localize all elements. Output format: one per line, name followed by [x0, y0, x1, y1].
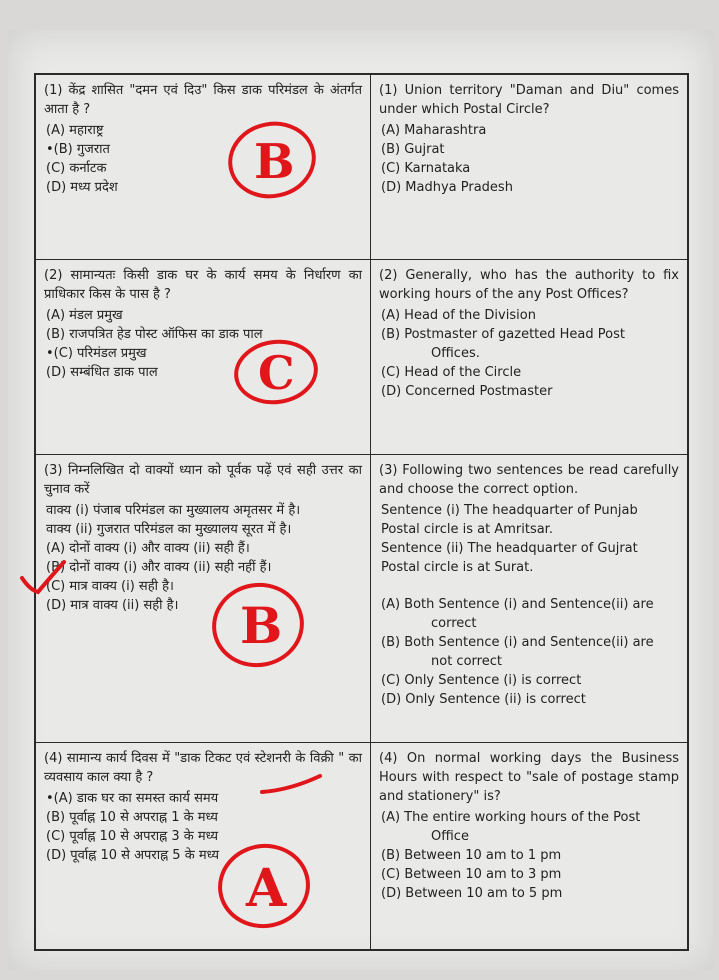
- q2-english-option-a: (A) Head of the Division: [381, 308, 536, 323]
- q2-hindi-question: (2) सामान्यतः किसी डाक घर के कार्य समय के निर्धारण का प्राधिकार किस के पास है ?: [44, 268, 362, 302]
- q2-english-option-c: (C) Head of the Circle: [381, 365, 522, 380]
- q3-hindi-statement-1: वाक्य (i) पंजाब परिमंडल का मुख्यालय अमृतसर में है।: [46, 503, 301, 518]
- q1-english-question: (1) Union territory "Daman and Diu" comes under which Postal Circle?: [379, 83, 679, 117]
- q4-hindi-question: (4) सामान्य कार्य दिवस में "डाक टिकट एवं स्टेशनरी के विक्री " का व्यवसाय काल क्या है ?: [44, 751, 362, 785]
- q3-hindi-question: (3) निम्नलिखित दो वाक्यों ध्यान को पूर्वक पढ़ें एवं सही उत्तर का चुनाव करें: [44, 463, 362, 497]
- q4-hindi-option-c: (C) पूर्वाह्न 10 से अपराह्न 3 के मध्य: [46, 829, 219, 844]
- q1-english-cell: [371, 75, 687, 260]
- question-table: [34, 73, 689, 951]
- q3-english-option-d: (D) Only Sentence (ii) is correct: [381, 692, 586, 707]
- q4-english-cell: [371, 743, 687, 949]
- q4-hindi-option-d: (D) पूर्वाह्न 10 से अपराह्न 5 के मध्य: [46, 848, 220, 863]
- q1-hindi-option-a: (A) महाराष्ट्र: [46, 123, 104, 138]
- q4-hindi-option-a: •(A) डाक घर का समस्त कार्य समय: [46, 791, 219, 806]
- q4-english-option-d: (D) Between 10 am to 5 pm: [381, 886, 563, 901]
- q4-answer-mark: A: [246, 858, 287, 919]
- q2-english-option-b-cont: Offices.: [431, 346, 480, 361]
- q2-english-question: (2) Generally, who has the authority to fix working hours of the any Post Offices?: [379, 268, 679, 302]
- q3-hindi-option-b: (B) दोनों वाक्य (i) और वाक्य (ii) सही नहीं हैं।: [46, 560, 272, 575]
- q1-answer-mark: B: [254, 134, 295, 190]
- q3-hindi-statement-2: वाक्य (ii) गुजरात परिमंडल का मुख्यालय सूरत में है।: [46, 522, 292, 537]
- q3-english-question: (3) Following two sentences be read carefully and choose the correct option.: [379, 463, 679, 497]
- q3-english-option-b-cont: not correct: [431, 654, 502, 669]
- q1-hindi-option-b: •(B) गुजरात: [46, 142, 110, 157]
- q1-hindi-option-c: (C) कर्नाटक: [46, 161, 107, 176]
- q1-english-option-b: (B) Gujrat: [381, 142, 445, 157]
- q1-english-option-c: (C) Karnataka: [381, 161, 471, 176]
- q2-hindi-option-a: (A) मंडल प्रमुख: [46, 308, 123, 323]
- q2-hindi-option-d: (D) सम्बंधित डाक पाल: [46, 365, 158, 380]
- q4-english-question: (4) On normal working days the Business Hours with respect to "sale of postage stamp and stationery" is?: [379, 751, 679, 804]
- q3-hindi-option-a: (A) दोनों वाक्य (i) और वाक्य (ii) सही हैं।: [46, 541, 250, 556]
- q1-hindi-cell: [36, 75, 371, 260]
- q3-hindi-option-c: (C) मात्र वाक्य (i) सही है।: [46, 579, 174, 594]
- q4-english-option-b: (B) Between 10 am to 1 pm: [381, 848, 562, 863]
- q3-hindi-cell: [36, 455, 371, 743]
- q3-english-statement-2: Sentence (ii) The headquarter of Gujrat Postal circle is at Surat.: [381, 541, 638, 575]
- q4-hindi-cell: [36, 743, 371, 949]
- q4-english-option-a: (A) The entire working hours of the Post: [381, 810, 641, 825]
- q3-english-option-c: (C) Only Sentence (i) is correct: [381, 673, 582, 688]
- q3-english-cell: [371, 455, 687, 743]
- q2-hindi-cell: [36, 260, 371, 455]
- q3-english-option-a-cont: correct: [431, 616, 477, 631]
- q3-english-option-a: (A) Both Sentence (i) and Sentence(ii) are: [381, 597, 654, 612]
- q4-english-option-a-cont: Office: [431, 829, 469, 844]
- q2-hindi-option-c: •(C) परिमंडल प्रमुख: [46, 346, 147, 361]
- q1-hindi-option-d: (D) मध्य प्रदेश: [46, 180, 118, 195]
- q3-english-statement-1: Sentence (i) The headquarter of Punjab Postal circle is at Amritsar.: [381, 503, 638, 537]
- q2-english-option-b: (B) Postmaster of gazetted Head Post: [381, 327, 625, 342]
- q2-hindi-option-b: (B) राजपत्रित हेड पोस्ट ऑफिस का डाक पाल: [46, 327, 263, 342]
- q1-hindi-question: (1) केंद्र शासित "दमन एवं दिउ" किस डाक परिमंडल के अंतर्गत आता है ?: [44, 83, 362, 117]
- q2-answer-mark: C: [258, 346, 295, 400]
- q3-english-option-b: (B) Both Sentence (i) and Sentence(ii) are: [381, 635, 654, 650]
- q4-hindi-option-b: (B) पूर्वाह्न 10 से अपराह्न 1 के मध्य: [46, 810, 218, 825]
- q3-hindi-option-d: (D) मात्र वाक्य (ii) सही है।: [46, 598, 179, 613]
- q2-english-option-d: (D) Concerned Postmaster: [381, 384, 553, 399]
- q4-english-option-c: (C) Between 10 am to 3 pm: [381, 867, 562, 882]
- q1-english-option-a: (A) Maharashtra: [381, 123, 487, 138]
- q3-answer-mark: B: [240, 596, 283, 655]
- q2-english-cell: [371, 260, 687, 455]
- q1-english-option-d: (D) Madhya Pradesh: [381, 180, 513, 195]
